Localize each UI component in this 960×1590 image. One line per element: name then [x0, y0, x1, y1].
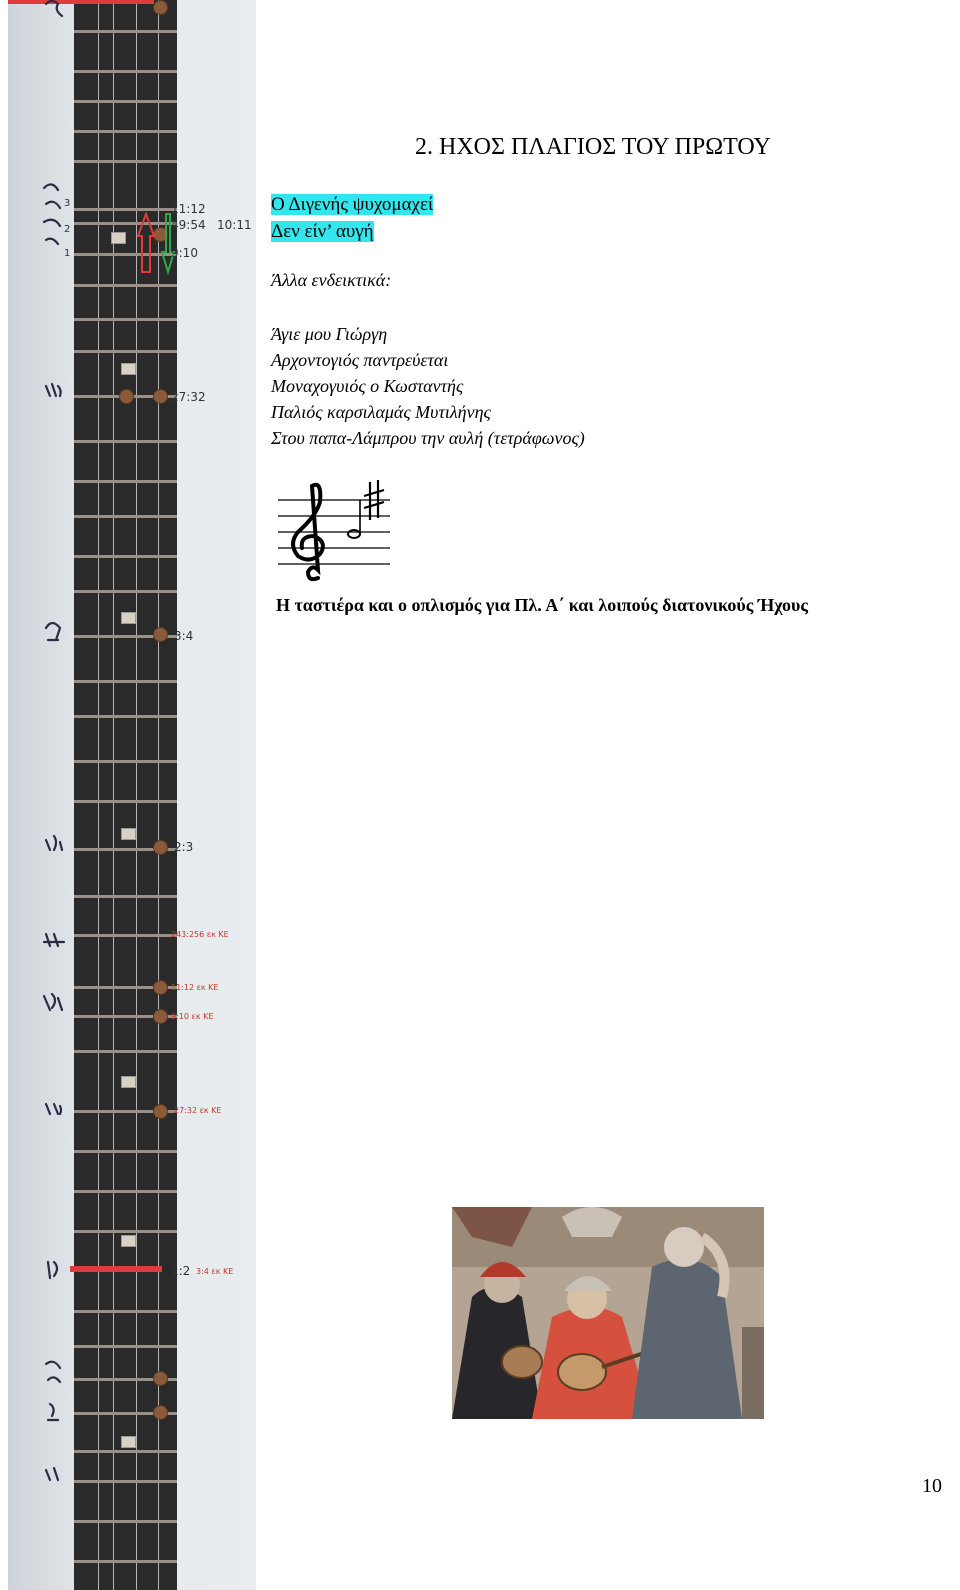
fret [74, 1345, 177, 1348]
list-item: Παλιός καρσιλαμάς Μυτιλήνης [271, 402, 491, 422]
fret [74, 160, 177, 163]
fret-dot [154, 981, 167, 994]
ratio-label: 49:54 [171, 218, 206, 232]
fret [74, 1480, 177, 1483]
ratio-label: 27:32 εκ ΚΕ [174, 1106, 222, 1115]
fret-dot [154, 390, 167, 403]
ratio-label: 10:11 [217, 218, 252, 232]
string-line [98, 0, 99, 1590]
fret [74, 480, 177, 483]
fret [74, 800, 177, 803]
fret [74, 1190, 177, 1193]
neume-symbols-icon [36, 0, 72, 1590]
fret-dot [154, 1372, 167, 1385]
other-examples-label: Άλλα ενδεικτικά: [271, 270, 392, 290]
ratio-label: 243:256 εκ ΚΕ [171, 930, 229, 939]
fret-dot [154, 1, 167, 14]
section-title: 2. ΗΧΟΣ ΠΛΑΓΙΟΣ ΤΟΥ ΠΡΩΤΟΥ [415, 134, 771, 160]
ratio-label: 2:3 [174, 840, 194, 854]
fret [74, 70, 177, 73]
fret [74, 1560, 177, 1563]
string-number: 2 [64, 224, 71, 235]
fret-marker [121, 363, 136, 375]
fret-dot [154, 1105, 167, 1118]
figure-caption: Η ταστιέρα και ο οπλισμός για Πλ. Α΄ και λοιπούς διατονικούς Ήχους [276, 595, 808, 615]
fret [74, 130, 177, 133]
ratio-label: 11:12 εκ ΚΕ [171, 983, 219, 992]
fret [74, 760, 177, 763]
fret [74, 1310, 177, 1313]
fret [74, 1450, 177, 1453]
fret [74, 1520, 177, 1523]
fret [74, 1150, 177, 1153]
painting-illustration [452, 1207, 764, 1419]
ratio-label: 1:2 [171, 1264, 191, 1278]
list-item: Άγιε μου Γιώργη [271, 324, 388, 344]
list-item: Αρχοντογιός παντρεύεται [271, 350, 449, 370]
list-item: Στου παπα-Λάμπρου την αυλή (τετράφωνος) [271, 428, 585, 448]
fret [74, 715, 177, 718]
highlighted-songs [271, 192, 433, 246]
list-item: Μοναχογυιός ο Κωσταντής [271, 376, 464, 396]
music-staff-icon [278, 478, 398, 588]
fret-dot [154, 628, 167, 641]
fret-marker [121, 828, 136, 840]
fret-marker [121, 612, 136, 624]
fret [74, 440, 177, 443]
ratio-label: 3:4 εκ ΚΕ [196, 1267, 234, 1276]
fret [74, 515, 177, 518]
fret-marker [121, 1235, 136, 1247]
fret-dot [120, 390, 133, 403]
fret-marker [121, 1436, 136, 1448]
red-fret-bar [8, 0, 154, 4]
arrow-icon [136, 212, 176, 276]
fret-marker [121, 1076, 136, 1088]
ratio-label: 9:10 εκ ΚΕ [171, 1012, 214, 1021]
fret [74, 284, 177, 287]
fret [74, 680, 177, 683]
fret-dot [154, 1010, 167, 1023]
fret-dot [154, 1406, 167, 1419]
ratio-label: 27:32 [171, 390, 206, 404]
page-number: 10 [922, 1475, 942, 1497]
fret [74, 895, 177, 898]
string-number: 3 [64, 198, 71, 209]
ratio-label: 9:10 [171, 246, 198, 260]
string-number: 1 [64, 248, 71, 259]
fret [74, 1050, 177, 1053]
red-fret-bar [70, 1266, 162, 1272]
fret [74, 318, 177, 321]
fret [74, 555, 177, 558]
fret [74, 100, 177, 103]
highlighted-song: Ο Διγενής ψυχομαχεί [271, 194, 434, 215]
fret [74, 350, 177, 353]
fret-dot [154, 841, 167, 854]
fret [74, 590, 177, 593]
fret [74, 30, 177, 33]
fret-marker [111, 232, 126, 244]
fret [74, 208, 177, 211]
fret [74, 1230, 177, 1233]
song-list [271, 321, 585, 451]
ratio-label: 11:12 [171, 202, 206, 216]
highlighted-song: Δεν είν’ αυγή [271, 221, 374, 242]
fretboard-figure [8, 0, 256, 1590]
fret [74, 934, 177, 937]
ratio-label: 3:4 [174, 629, 194, 643]
medieval-painting-image [452, 1207, 764, 1419]
